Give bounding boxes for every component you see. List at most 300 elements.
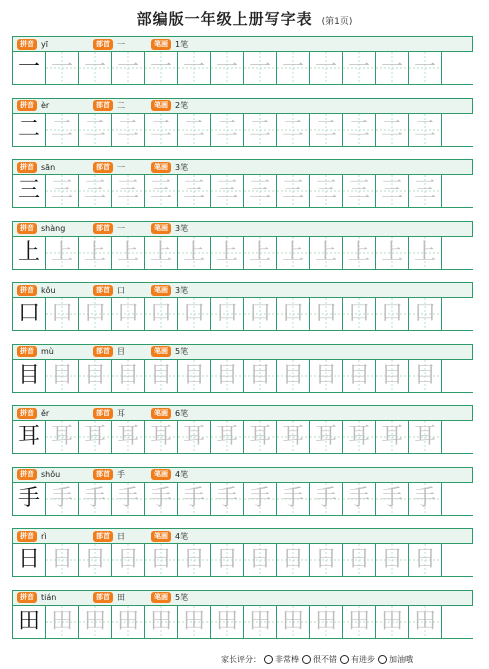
radical-value: 手 — [117, 470, 125, 479]
trace-cell[interactable] — [145, 298, 178, 331]
trace-cell[interactable] — [145, 52, 178, 85]
trace-cell[interactable] — [112, 483, 145, 516]
pinyin-value: yī — [41, 39, 48, 49]
trace-cell[interactable] — [277, 114, 310, 147]
radical-badge: 部首 — [93, 408, 113, 419]
trace-character: 目 — [314, 362, 337, 388]
trace-cell[interactable] — [211, 52, 244, 85]
writing-grid-row — [12, 114, 473, 147]
trace-cell[interactable] — [277, 606, 310, 639]
trace-cell[interactable] — [310, 114, 343, 147]
strokes-badge: 笔画 — [151, 39, 171, 50]
pinyin-value: rì — [41, 531, 47, 541]
trace-character: 二 — [83, 116, 106, 142]
model-character-cell — [13, 175, 46, 208]
character-info-bar — [12, 282, 473, 298]
character-info-bar — [12, 405, 473, 421]
trace-cell[interactable] — [79, 606, 112, 639]
trace-cell[interactable] — [145, 544, 178, 577]
trace-character: 手 — [347, 485, 370, 511]
trace-character: 手 — [215, 485, 238, 511]
trace-cell[interactable] — [343, 175, 376, 208]
trace-character: 上 — [281, 239, 304, 265]
rating-radio-1[interactable] — [302, 655, 311, 664]
trace-character: 田 — [83, 608, 106, 634]
trace-cell[interactable] — [178, 421, 211, 454]
trace-cell[interactable] — [244, 360, 277, 393]
trace-cell[interactable] — [112, 114, 145, 147]
trace-character: 耳 — [215, 424, 238, 449]
pinyin-value: tián — [41, 593, 57, 602]
strokes-badge: 笔画 — [151, 592, 171, 603]
trace-cell[interactable] — [343, 237, 376, 270]
trace-character: 日 — [215, 547, 238, 572]
trace-cell[interactable] — [277, 298, 310, 331]
trace-character: 日 — [149, 547, 172, 572]
radical-value: 田 — [117, 593, 125, 602]
trace-character: 耳 — [83, 424, 106, 449]
trace-cell[interactable] — [310, 544, 343, 577]
trace-cell[interactable] — [211, 483, 244, 516]
writing-grid-row — [12, 298, 473, 331]
trace-character: 上 — [347, 239, 370, 265]
trace-character: 耳 — [248, 424, 271, 449]
character-block — [12, 528, 473, 577]
strokes-badge: 笔画 — [151, 531, 171, 542]
model-character-cell — [13, 483, 46, 516]
trace-cell[interactable] — [211, 298, 244, 331]
page-header — [0, 8, 489, 29]
trace-cell[interactable] — [343, 114, 376, 147]
trace-character: 三 — [413, 178, 436, 203]
trace-character: 目 — [347, 362, 370, 388]
model-character-cell — [13, 114, 46, 147]
trace-cell[interactable] — [211, 237, 244, 270]
model-character: 耳 — [17, 424, 40, 449]
trace-character: 日 — [347, 547, 370, 572]
trace-character: 日 — [182, 547, 205, 572]
trace-cell[interactable] — [178, 606, 211, 639]
trace-cell[interactable] — [211, 114, 244, 147]
pinyin-badge: 拼音 — [17, 285, 37, 296]
page-title: 部编版一年级上册写字表 — [136, 10, 313, 28]
trace-character: 上 — [413, 239, 436, 265]
trace-cell[interactable] — [112, 421, 145, 454]
trace-cell[interactable] — [409, 52, 442, 85]
trace-cell[interactable] — [277, 483, 310, 516]
strokes-badge: 笔画 — [151, 100, 171, 111]
trace-cell[interactable] — [343, 483, 376, 516]
strokes-value: 2笔 — [175, 101, 189, 110]
pinyin-badge: 拼音 — [17, 162, 37, 173]
trace-cell[interactable] — [277, 544, 310, 577]
trace-cell[interactable] — [343, 544, 376, 577]
strokes-badge: 笔画 — [151, 223, 171, 234]
trace-character: 口 — [215, 301, 238, 326]
trace-character: 二 — [347, 116, 370, 142]
trace-cell[interactable] — [46, 237, 79, 270]
trace-character: 上 — [83, 239, 106, 265]
trace-cell[interactable] — [112, 52, 145, 85]
trace-cell[interactable] — [79, 544, 112, 577]
trace-character: 口 — [116, 301, 139, 326]
trace-cell[interactable] — [46, 544, 79, 577]
trace-character: 口 — [314, 301, 337, 326]
trace-character: 日 — [248, 547, 271, 572]
strokes-value: 3笔 — [175, 285, 189, 295]
strokes-value: 6笔 — [175, 408, 189, 418]
model-character-cell — [13, 298, 46, 331]
trace-cell[interactable] — [376, 52, 409, 85]
trace-character: 上 — [116, 239, 139, 265]
radical-badge: 部首 — [93, 346, 113, 357]
trace-cell[interactable] — [112, 237, 145, 270]
trace-cell[interactable] — [343, 52, 376, 85]
trace-character: 上 — [215, 239, 238, 265]
trace-cell[interactable] — [211, 175, 244, 208]
trace-cell[interactable] — [46, 360, 79, 393]
trace-cell[interactable] — [79, 421, 112, 454]
trace-cell[interactable] — [145, 421, 178, 454]
trace-cell[interactable] — [277, 421, 310, 454]
trace-character: 一 — [116, 55, 139, 80]
trace-cell[interactable] — [310, 421, 343, 454]
model-character-cell — [13, 52, 46, 85]
trace-cell[interactable] — [178, 237, 211, 270]
trace-cell[interactable] — [178, 52, 211, 85]
trace-character: 手 — [281, 485, 304, 511]
trace-character: 手 — [182, 485, 205, 511]
strokes-value: 4笔 — [175, 470, 189, 479]
trace-cell[interactable] — [211, 606, 244, 639]
trace-cell[interactable] — [46, 298, 79, 331]
trace-cell[interactable] — [409, 360, 442, 393]
trace-cell[interactable] — [46, 606, 79, 639]
rating-label: 家长评分： — [221, 655, 261, 664]
trace-cell[interactable] — [178, 544, 211, 577]
trace-cell[interactable] — [376, 114, 409, 147]
trace-cell[interactable] — [79, 360, 112, 393]
character-block — [12, 98, 473, 147]
model-character: 目 — [17, 362, 40, 388]
trace-cell[interactable] — [79, 175, 112, 208]
trace-cell[interactable] — [277, 52, 310, 85]
radical-badge: 部首 — [93, 100, 113, 111]
writing-grid-row — [12, 52, 473, 85]
trace-cell[interactable] — [310, 237, 343, 270]
trace-cell[interactable] — [277, 237, 310, 270]
pinyin-value: ěr — [41, 408, 50, 418]
trace-character: 上 — [314, 239, 337, 265]
trace-character: 目 — [116, 362, 139, 388]
strokes-value: 5笔 — [175, 593, 189, 602]
radical-value: 口 — [117, 285, 125, 295]
trace-character: 田 — [281, 608, 304, 634]
pinyin-badge: 拼音 — [17, 39, 37, 50]
model-character: 日 — [17, 547, 40, 572]
rating-option-3: 加油哦 — [389, 655, 413, 664]
trace-character: 手 — [116, 485, 139, 511]
radical-value: 二 — [117, 101, 125, 110]
trace-cell[interactable] — [376, 175, 409, 208]
trace-character: 目 — [50, 362, 73, 388]
trace-cell[interactable] — [211, 360, 244, 393]
trace-character: 目 — [248, 362, 271, 388]
trace-character: 田 — [413, 608, 436, 634]
trace-character: 耳 — [149, 424, 172, 449]
trace-character: 日 — [116, 547, 139, 572]
pinyin-badge: 拼音 — [17, 100, 37, 111]
trace-cell[interactable] — [376, 544, 409, 577]
model-character-cell — [13, 421, 46, 454]
trace-character: 三 — [248, 178, 271, 203]
trace-character: 一 — [413, 55, 436, 80]
trace-cell[interactable] — [310, 175, 343, 208]
trace-character: 日 — [50, 547, 73, 572]
trace-character: 耳 — [413, 424, 436, 449]
trace-cell[interactable] — [178, 175, 211, 208]
strokes-value: 3笔 — [175, 162, 189, 172]
writing-grid-row — [12, 237, 473, 270]
trace-cell[interactable] — [409, 298, 442, 331]
trace-cell[interactable] — [112, 544, 145, 577]
trace-character: 日 — [380, 547, 403, 572]
trace-cell[interactable] — [277, 175, 310, 208]
trace-cell[interactable] — [178, 114, 211, 147]
rating-option-0: 非常棒 — [275, 655, 299, 664]
trace-cell[interactable] — [145, 114, 178, 147]
trace-cell[interactable] — [178, 360, 211, 393]
trace-cell[interactable] — [244, 544, 277, 577]
model-character: 三 — [17, 178, 40, 203]
trace-cell[interactable] — [112, 606, 145, 639]
model-character: 田 — [17, 608, 40, 634]
pinyin-value: kǒu — [41, 285, 56, 295]
trace-character: 三 — [83, 178, 106, 203]
pinyin-badge: 拼音 — [17, 531, 37, 542]
writing-grid-row — [12, 175, 473, 208]
trace-character: 一 — [314, 55, 337, 80]
trace-character: 三 — [347, 178, 370, 203]
trace-cell[interactable] — [145, 175, 178, 208]
character-block — [12, 467, 473, 516]
strokes-badge: 笔画 — [151, 162, 171, 173]
trace-character: 上 — [248, 239, 271, 265]
pinyin-value: shàng — [41, 224, 66, 233]
trace-cell[interactable] — [211, 421, 244, 454]
trace-cell[interactable] — [310, 52, 343, 85]
strokes-badge: 笔画 — [151, 346, 171, 357]
trace-character: 耳 — [116, 424, 139, 449]
trace-character: 耳 — [347, 424, 370, 449]
trace-cell[interactable] — [376, 421, 409, 454]
trace-cell[interactable] — [409, 483, 442, 516]
model-character: 口 — [17, 301, 40, 326]
trace-cell[interactable] — [376, 483, 409, 516]
writing-grid-row — [12, 606, 473, 639]
trace-character: 目 — [149, 362, 172, 388]
trace-cell[interactable] — [244, 483, 277, 516]
trace-character: 三 — [149, 178, 172, 203]
trace-character: 口 — [347, 301, 370, 326]
radical-badge: 部首 — [93, 223, 113, 234]
trace-character: 日 — [413, 547, 436, 572]
trace-cell[interactable] — [178, 483, 211, 516]
trace-character: 手 — [380, 485, 403, 511]
trace-cell[interactable] — [277, 360, 310, 393]
character-block — [12, 159, 473, 208]
trace-character: 三 — [314, 178, 337, 203]
trace-cell[interactable] — [244, 175, 277, 208]
character-info-bar — [12, 528, 473, 544]
trace-cell[interactable] — [343, 421, 376, 454]
trace-cell[interactable] — [409, 175, 442, 208]
strokes-badge: 笔画 — [151, 469, 171, 480]
character-info-bar — [12, 98, 473, 114]
trace-character: 上 — [182, 239, 205, 265]
trace-cell[interactable] — [211, 544, 244, 577]
trace-cell[interactable] — [145, 237, 178, 270]
trace-cell[interactable] — [310, 360, 343, 393]
model-character: 二 — [17, 116, 40, 142]
trace-character: 日 — [83, 547, 106, 572]
trace-cell[interactable] — [343, 606, 376, 639]
trace-cell[interactable] — [46, 421, 79, 454]
radical-badge: 部首 — [93, 531, 113, 542]
character-block — [12, 344, 473, 393]
trace-cell[interactable] — [409, 114, 442, 147]
trace-cell[interactable] — [244, 237, 277, 270]
trace-character: 三 — [215, 178, 238, 203]
trace-character: 耳 — [281, 424, 304, 449]
trace-character: 一 — [248, 55, 271, 80]
writing-grid-row — [12, 544, 473, 577]
trace-cell[interactable] — [376, 606, 409, 639]
character-info-bar — [12, 36, 473, 52]
trace-cell[interactable] — [145, 360, 178, 393]
pinyin-badge: 拼音 — [17, 408, 37, 419]
trace-cell[interactable] — [46, 114, 79, 147]
trace-cell[interactable] — [145, 606, 178, 639]
radical-value: 一 — [117, 39, 125, 49]
trace-cell[interactable] — [409, 421, 442, 454]
radical-badge: 部首 — [93, 39, 113, 50]
trace-character: 田 — [50, 608, 73, 634]
pinyin-value: èr — [41, 101, 50, 110]
character-block — [12, 405, 473, 454]
trace-character: 日 — [314, 547, 337, 572]
pinyin-value: sān — [41, 162, 56, 172]
trace-character: 手 — [50, 485, 73, 511]
trace-cell[interactable] — [244, 114, 277, 147]
trace-character: 口 — [281, 301, 304, 326]
trace-cell[interactable] — [112, 175, 145, 208]
trace-character: 二 — [149, 116, 172, 142]
model-character: 手 — [17, 485, 40, 511]
trace-character: 二 — [182, 116, 205, 142]
trace-character: 手 — [314, 485, 337, 511]
trace-cell[interactable] — [343, 298, 376, 331]
radical-value: 一 — [117, 224, 125, 233]
trace-cell[interactable] — [244, 606, 277, 639]
trace-cell[interactable] — [178, 298, 211, 331]
model-character: 一 — [17, 55, 40, 80]
trace-cell[interactable] — [376, 237, 409, 270]
radical-badge: 部首 — [93, 592, 113, 603]
trace-character: 目 — [380, 362, 403, 388]
trace-cell[interactable] — [112, 298, 145, 331]
character-block — [12, 221, 473, 270]
trace-character: 二 — [215, 116, 238, 142]
trace-character: 目 — [413, 362, 436, 388]
trace-cell[interactable] — [310, 298, 343, 331]
trace-cell[interactable] — [79, 52, 112, 85]
trace-cell[interactable] — [244, 298, 277, 331]
pinyin-badge: 拼音 — [17, 592, 37, 603]
trace-character: 手 — [83, 485, 106, 511]
trace-character: 三 — [380, 178, 403, 203]
trace-cell[interactable] — [79, 298, 112, 331]
trace-cell[interactable] — [46, 483, 79, 516]
trace-cell[interactable] — [409, 606, 442, 639]
rating-radio-3[interactable] — [378, 655, 387, 664]
trace-cell[interactable] — [409, 544, 442, 577]
trace-character: 田 — [215, 608, 238, 634]
trace-cell[interactable] — [79, 483, 112, 516]
trace-cell[interactable] — [310, 483, 343, 516]
rating-radio-2[interactable] — [340, 655, 349, 664]
strokes-badge: 笔画 — [151, 285, 171, 296]
trace-character: 二 — [380, 116, 403, 142]
trace-cell[interactable] — [376, 360, 409, 393]
trace-cell[interactable] — [376, 298, 409, 331]
model-character-cell — [13, 237, 46, 270]
trace-character: 一 — [380, 55, 403, 80]
trace-character: 一 — [215, 55, 238, 80]
trace-cell[interactable] — [409, 237, 442, 270]
trace-cell[interactable] — [244, 421, 277, 454]
trace-character: 目 — [182, 362, 205, 388]
trace-character: 一 — [149, 55, 172, 80]
trace-cell[interactable] — [343, 360, 376, 393]
writing-grid-row — [12, 421, 473, 454]
trace-character: 手 — [248, 485, 271, 511]
trace-character: 田 — [116, 608, 139, 634]
trace-character: 口 — [50, 301, 73, 326]
character-block — [12, 36, 473, 85]
trace-character: 田 — [347, 608, 370, 634]
rating-radio-0[interactable] — [264, 655, 273, 664]
trace-cell[interactable] — [46, 175, 79, 208]
writing-grid-row — [12, 360, 473, 393]
trace-cell[interactable] — [244, 52, 277, 85]
trace-character: 手 — [149, 485, 172, 511]
trace-cell[interactable] — [79, 237, 112, 270]
trace-character: 口 — [380, 301, 403, 326]
pinyin-badge: 拼音 — [17, 223, 37, 234]
model-character-cell — [13, 360, 46, 393]
trace-cell[interactable] — [310, 606, 343, 639]
trace-character: 田 — [380, 608, 403, 634]
model-character-cell — [13, 606, 46, 639]
trace-cell[interactable] — [46, 52, 79, 85]
radical-value: 耳 — [117, 408, 125, 418]
trace-cell[interactable] — [112, 360, 145, 393]
trace-cell[interactable] — [145, 483, 178, 516]
strokes-value: 5笔 — [175, 347, 189, 356]
trace-cell[interactable] — [79, 114, 112, 147]
trace-character: 一 — [182, 55, 205, 80]
